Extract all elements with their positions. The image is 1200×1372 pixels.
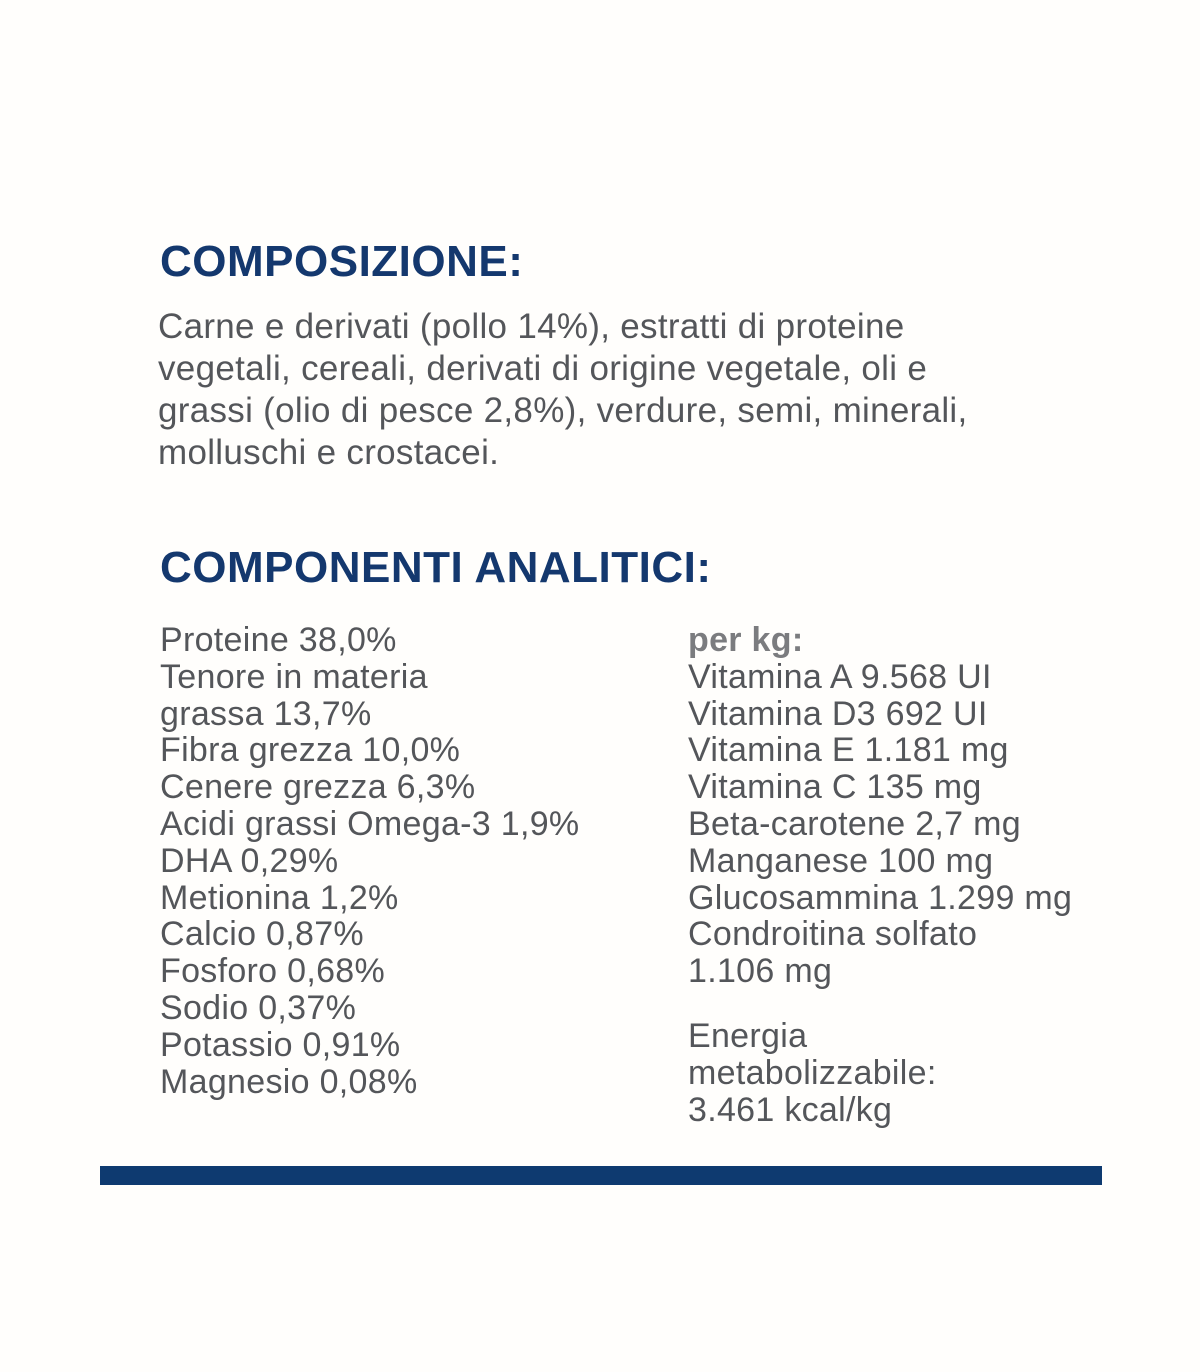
text-line: Proteine 38,0%: [160, 621, 397, 659]
text-line: Acidi grassi Omega-3 1,9%: [160, 804, 580, 843]
text-line: DHA 0,29%: [160, 841, 339, 880]
bottom-divider-bar: [100, 1166, 1102, 1185]
text-line: molluschi e crostacei.: [158, 433, 500, 472]
text-line: grassi (olio di pesce 2,8%), verdure, semi, minerali,: [158, 391, 968, 430]
text-line: Vitamina A 9.568 UI: [688, 657, 992, 696]
text-line: Fibra grezza 10,0%: [160, 731, 461, 770]
text-line: Glucosammina 1.299 mg: [688, 878, 1073, 917]
analytical-left-column: [160, 622, 579, 1100]
text-line: vegetali, cereali, derivati di origine vegetale, oli e: [158, 349, 928, 388]
analytical-right-column: [688, 622, 1072, 1128]
text-line: Vitamina E 1.181 mg: [688, 731, 1009, 770]
text-line: 3.461 kcal/kg: [688, 1090, 893, 1129]
text-line: Manganese 100 mg: [688, 841, 994, 880]
metabolizable-energy-block: [688, 1018, 1072, 1128]
vitamins-minerals-list: [688, 659, 1072, 990]
composition-heading: COMPOSIZIONE:: [160, 237, 524, 286]
text-line: Calcio 0,87%: [160, 915, 364, 954]
per-kg-label: per kg:: [688, 621, 804, 659]
text-line: 1.106 mg: [688, 952, 833, 991]
text-line: Carne e derivati (pollo 14%), estratti di proteine: [158, 307, 905, 346]
text-line: Beta-carotene 2,7 mg: [688, 804, 1021, 843]
text-line: grassa 13,7%: [160, 694, 372, 733]
composition-text: [158, 306, 968, 474]
analytical-heading: COMPONENTI ANALITICI:: [160, 543, 712, 592]
text-line: Cenere grezza 6,3%: [160, 768, 476, 807]
text-line: Energia: [688, 1016, 808, 1055]
text-line: Vitamina D3 692 UI: [688, 694, 988, 733]
text-line: Condroitina solfato: [688, 915, 978, 954]
text-line: metabolizzabile:: [688, 1053, 937, 1092]
text-line: Vitamina C 135 mg: [688, 768, 982, 807]
text-line: Potassio 0,91%: [160, 1025, 401, 1064]
text-line: Metionina 1,2%: [160, 878, 399, 917]
text-line: Fosforo 0,68%: [160, 952, 386, 991]
text-line: Sodio 0,37%: [160, 988, 357, 1027]
text-line: Tenore in materia: [160, 657, 428, 696]
text-line: Magnesio 0,08%: [160, 1062, 418, 1101]
